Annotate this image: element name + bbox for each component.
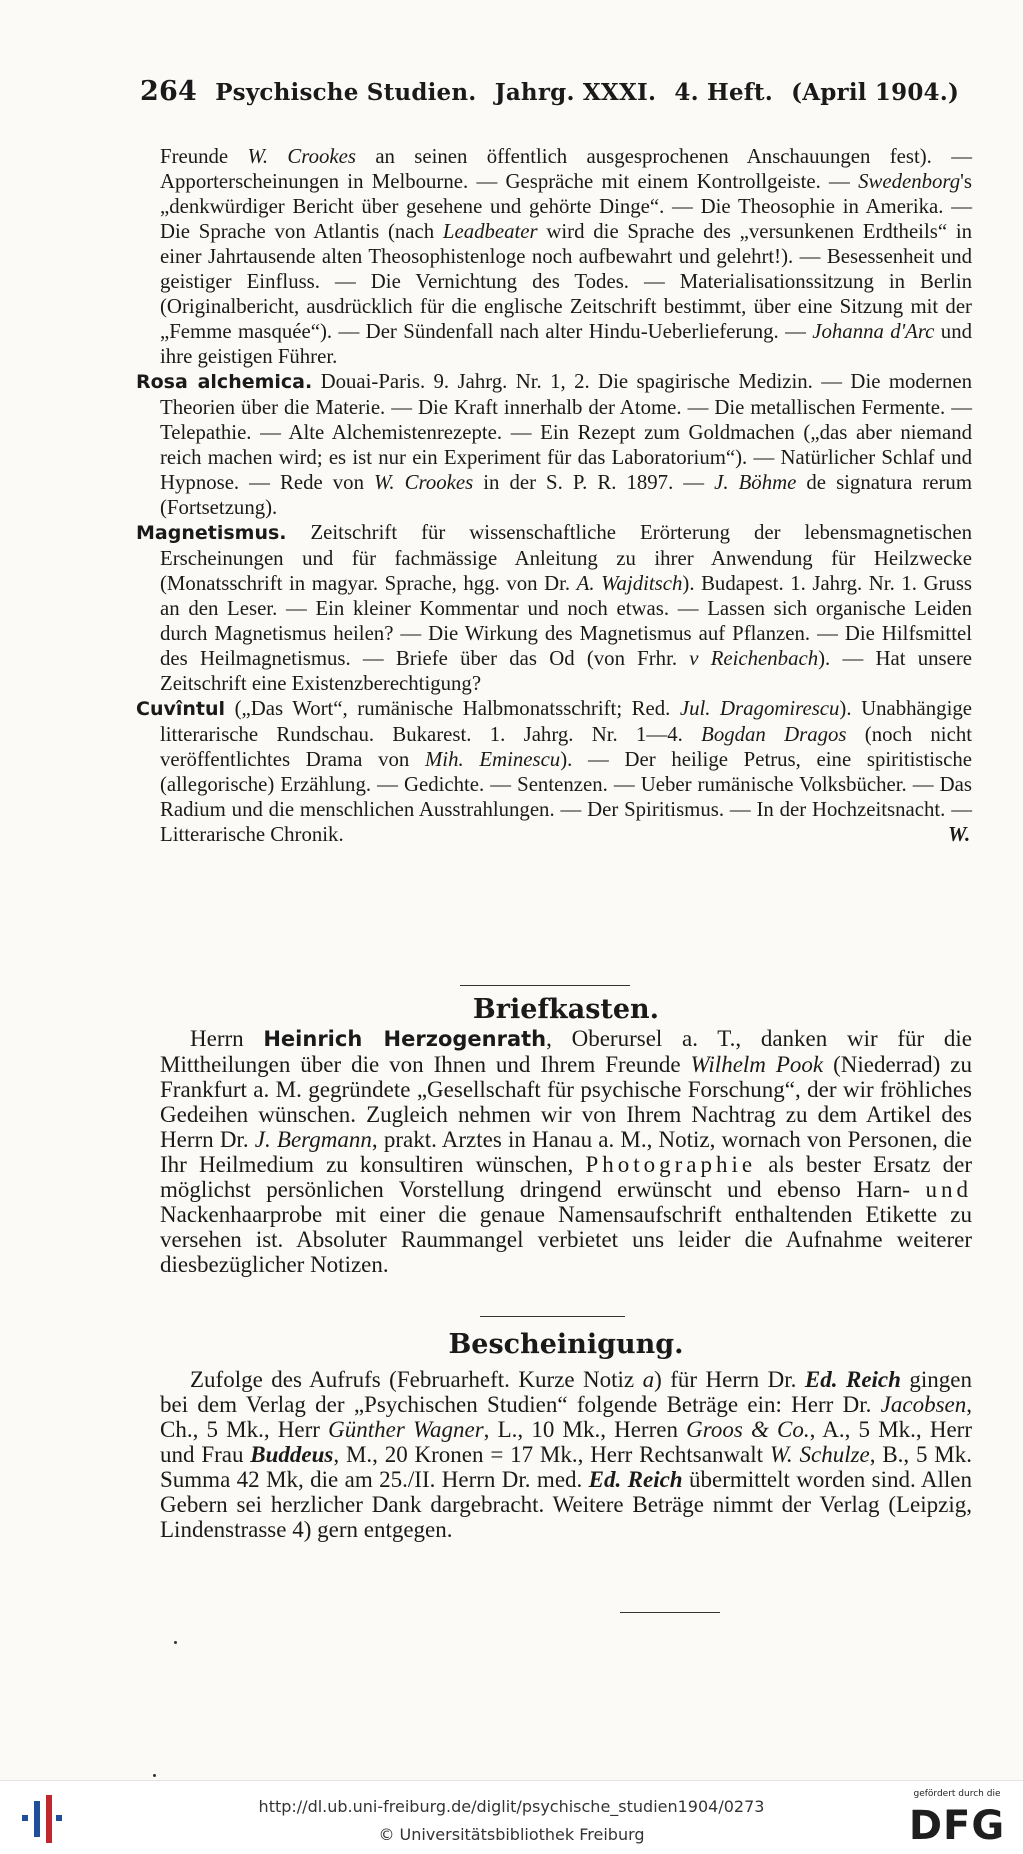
review-entry-continued: Freunde W. Crookes an seinen öffentlich ausgesprochenen Anschauungen fest). — Apporterscheinungen in Melbourne. — Gespräche mit einem Kontrollgeiste. — Swedenborg's „denkwürdiger Bericht über gesehene und gehörte Dinge“. — Die Theosophie in Amerika. — Die Sprache von Atlantis (nach Leadbeater wird die Sprache des „versunkenen Erdtheils“ in einer Jahrtausende alten Theosophistenloge noch aufbewahrt und gelehrt!). — Besessenheit und geistiger Einfluss. — Die Vernichtung des Todes. — Materialisationssitzung in Berlin (Originalbericht, ausdrücklich für die englische Zeitschrift bestimmt, über eine Sitzung mit der „Femme masquée“). — Der Sündenfall nach alter Hindu-Ueberlieferung. — Johanna d'Arc und ihre geistigen Führer. (160, 145, 972, 368)
entry-term: Cuvîntul (136, 698, 226, 720)
review-entry-cuvintul: Cuvîntul („Das Wort“, rumänische Halbmonatsschrift; Red. Jul. Dragomirescu). Unabhängige litterarische Rundschau. Bukarest. 1. Jahrg. Nr. 1—4. Bogdan Dragos (noch nicht veröffentlichtes Drama von Mih. Eminescu). — Der heilige Petrus, eine spiritistische (allegorische) Erzählung. — Gedichte. — Sentenzen. — Ueber rumänische Volksbücher. — Das Radium und die menschlichen Ausstrahlungen. — Der Spiritismus. — In der Hochzeitsnacht. — Litterarische Chronik. W. (136, 697, 972, 846)
entry-term: Magnetismus. (136, 522, 287, 544)
journal-date: (April 1904.) (791, 79, 960, 106)
briefkasten-body: Herrn Heinrich Herzogenrath, Oberursel a. T., danken wir für die Mittheilungen über die von Ihnen und Ihrem Freunde Wilhelm Pook (Niederrad) zu Frankfurt a. M. gegründete „Gesellschaft für psychische Forschung“, der wir fröhliches Gedeihen wünschen. Zugleich nehmen wir von Ihrem Nachtrag zu dem Artikel des Herrn Dr. J. Bergmann, prakt. Arztes in Hanau a. M., Notiz, wornach von Personen, die Ihr Heilmedium zu konsultiren wünschen, Photographie als bester Ersatz der möglichst persönlichen Vorstellung dringend erwünscht und ebenso Harn- und Nackenhaarprobe mit einer die genaue Namensaufschrift enthaltenden Etikette zu versehen ist. Absoluter Raummangel verbietet uns leider die Aufnahme weiterer diesbezüglicher Notizen. (160, 1026, 972, 1277)
bescheinigung-body: Zufolge des Aufrufs (Februarheft. Kurze Notiz a) für Herrn Dr. Ed. Reich gingen bei dem Verlag der „Psychischen Studien“ folgende Beträge ein: Herr Dr. Jacobsen, Ch., 5 Mk., Herr Günther Wagner, L., 10 Mk., Herren Groos & Co., A., 5 Mk., Herr und Frau Buddeus, M., 20 Kronen = 17 Mk., Herr Rechtsanwalt W. Schulze, B., 5 Mk. Summa 42 Mk, die am 25./II. Herrn Dr. med. Ed. Reich übermittelt worden sind. Allen Gebern sei herzlicher Dank dargebracht. Weitere Beträge nimmt der Verlag (Leipzig, Lindenstrasse 4) gern entgegen. (160, 1367, 973, 1542)
review-entry-magnetismus: Magnetismus. Zeitschrift für wissenschaftliche Erörterung der lebensmagnetischen Erscheinungen und für fachmässige Anleitung zu ihrer Anwendung für Heilzwecke (Monatsschrift in magyar. Sprache, hgg. von Dr. A. Wajditsch). Budapest. 1. Jahrg. Nr. 1. Gruss an den Leser. — Ein kleiner Kommentar und noch etwas. — Lassen sich organische Leiden durch Magnetismus heilen? — Die Wirkung des Magnetismus auf Pflanzen. — Die Hilfsmittel des Heilmagnetismus. — Briefe über das Od (von Frhr. v Reichenbach). — Hat unsere Zeitschrift eine Existenzberechtigung? (136, 521, 973, 695)
scan-speck (174, 1641, 177, 1644)
journal-title: Psychische Studien. (215, 79, 477, 106)
page-url: http://dl.ub.uni-freiburg.de/diglit/psychische_studien1904/0273 (258, 1797, 765, 1816)
dfg-wordmark: DFG (908, 1803, 1006, 1849)
section-divider (480, 1316, 625, 1317)
viewer-footer (0, 1780, 1023, 1854)
page-number: 264 (140, 76, 197, 107)
scan-speck (153, 1774, 156, 1777)
running-header (140, 76, 960, 107)
dfg-logo (904, 1789, 1010, 1849)
briefkasten-heading: Briefkasten. (472, 994, 660, 1025)
review-section (136, 144, 973, 847)
section-divider (460, 985, 630, 986)
journal-volume: Jahrg. XXXI. (494, 79, 657, 106)
journal-issue: 4. Heft. (674, 79, 773, 106)
entry-term: Rosa alchemica. (136, 371, 313, 393)
end-divider (620, 1612, 720, 1613)
dfg-tagline: gefördert durch die (913, 1789, 1001, 1799)
review-entry-rosa-alchemica: Rosa alchemica. Douai-Paris. 9. Jahrg. Nr. 1, 2. Die spagirische Medizin. — Die modernen Theorien über die Materie. — Die Kraft innerhalb der Atome. — Die metallischen Fermente. — Telepathie. — Alte Alchemistenrezepte. — Ein Rezept zum Goldmachen („das aber niemand reich machen wird; es ist nur ein Experiment für das Laboratorium“). — Natürlicher Schlaf und Hypnose. — Rede von W. Crookes in der S. P. R. 1897. — J. Böhme de signatura rerum (Fortsetzung). (136, 370, 972, 519)
bescheinigung-heading: Bescheinigung. (448, 1329, 684, 1360)
copyright-notice: © Universitätsbibliothek Freiburg (378, 1825, 645, 1844)
